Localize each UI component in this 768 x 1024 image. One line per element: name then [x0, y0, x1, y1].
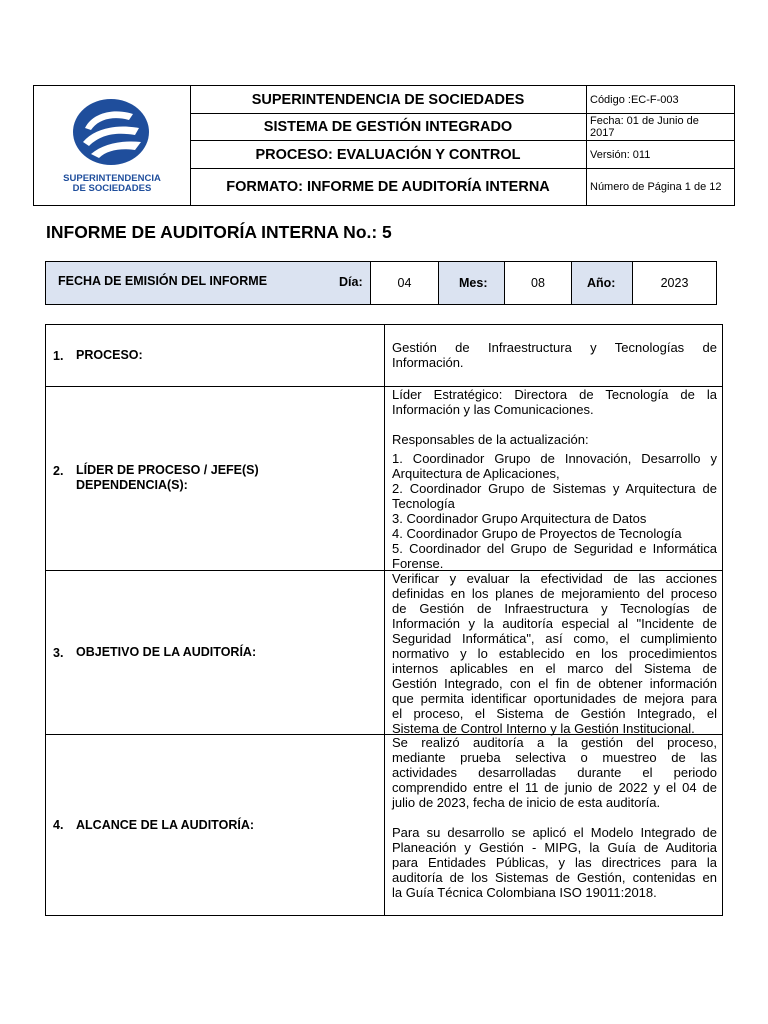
- section-label: ALCANCE DE LA AUDITORÍA:: [76, 817, 255, 832]
- header-version: Versión: 011: [586, 141, 734, 169]
- content-line: Gestión de Infraestructura y Tecnologías de: [392, 340, 717, 355]
- section-number: 2.: [53, 464, 64, 478]
- content-line: para Entidades Públicas, y las directrices para la: [392, 855, 717, 870]
- section-row-process: [46, 325, 722, 387]
- content-line: Información y la auditoría especial al "Incidente de: [392, 616, 717, 631]
- section-label: [76, 463, 259, 493]
- content-line: Información y las Comunicaciones.: [392, 402, 594, 417]
- content-line: Arquitectura de Aplicaciones,: [392, 466, 560, 481]
- header-titles: [190, 86, 587, 205]
- content-line: la Guía Técnica Colombiana ISO 19011:2018.: [392, 885, 657, 900]
- supersociedades-logo-icon: [71, 98, 151, 166]
- content-line: normativo y lo establecido en los procedimientos: [392, 646, 717, 661]
- section-label-cell: [46, 387, 385, 570]
- content-line: Responsables de la actualización:: [392, 432, 589, 447]
- header-system: SISTEMA DE GESTIÓN INTEGRADO: [190, 114, 586, 141]
- content-line: Sistema de Control Interno y la Gestión Institucional.: [392, 721, 695, 736]
- header-page: Número de Página 1 de 12: [590, 181, 722, 193]
- month-label: Mes:: [438, 262, 504, 304]
- section-label: OBJETIVO DE LA AUDITORÍA:: [76, 645, 257, 659]
- section-row-objective: [46, 571, 722, 735]
- content-line: internos aplicables en el marco del Sistema de: [392, 661, 717, 676]
- section-label-cell: [46, 571, 385, 734]
- content-line: 3. Coordinador Grupo Arquitectura de Datos: [392, 511, 647, 526]
- header-date-line2: 2017: [590, 127, 615, 139]
- content-line: que permita identificar oportunidades de mejora para: [392, 691, 717, 706]
- content-line: 5. Coordinador del Grupo de Seguridad e Informática: [392, 541, 717, 556]
- header-process: PROCESO: EVALUACIÓN Y CONTROL: [190, 141, 586, 169]
- day-label: Día:: [339, 275, 363, 289]
- section-content: [392, 340, 717, 370]
- section-number: 1.: [53, 348, 64, 363]
- section-label-cell: [46, 325, 385, 386]
- content-line: Planeación y Gestión - MIPG, la Guía de Auditoria: [392, 840, 717, 855]
- content-line: 4. Coordinador Grupo de Proyectos de Tecnología: [392, 526, 682, 541]
- section-label-line2: DEPENDENCIA(S):: [76, 478, 188, 492]
- header-code: Código :EC-F-003: [586, 86, 734, 114]
- section-label-cell: [46, 735, 385, 915]
- content-line: Información.: [392, 355, 464, 370]
- header-date: [586, 114, 734, 141]
- content-line: julio de 2023, fecha de inicio de esta auditoría.: [392, 795, 661, 810]
- header-format: FORMATO: INFORME DE AUDITORÍA INTERNA: [226, 179, 550, 195]
- emission-date-table: [45, 261, 717, 305]
- content-line: Forense.: [392, 556, 444, 571]
- section-content: [392, 387, 717, 571]
- content-line: Para su desarrollo se aplicó el Modelo Integrado de: [392, 825, 717, 840]
- header-meta: [586, 86, 734, 205]
- logo-text-line2: DE SOCIEDADES: [72, 183, 152, 194]
- section-content: [392, 735, 717, 900]
- logo-cell: [34, 86, 191, 205]
- content-line: actividades desarrolladas durante el periodo: [392, 765, 717, 780]
- section-label-line1: LÍDER DE PROCESO / JEFE(S): [76, 463, 259, 477]
- content-line: Tecnología: [392, 496, 455, 511]
- content-line: Verificar y evaluar la efectividad de las acciones: [392, 571, 717, 586]
- header-date-line1: Fecha: 01 de Junio de: [590, 115, 699, 127]
- content-line: mediante prueba selectiva o muestreo de las: [392, 750, 717, 765]
- content-line: Líder Estratégico: Directora de Tecnología de la: [392, 387, 717, 402]
- section-row-scope: [46, 735, 722, 915]
- logo-text-line1: SUPERINTENDENCIA: [63, 173, 161, 184]
- content-line: de Gestión de Infraestructura y Tecnologías de: [392, 601, 717, 616]
- content-line: Gestión Integrado, con el fin de obtener información: [392, 676, 717, 691]
- content-line: definidas en los planes de mejoramiento del proceso: [392, 586, 717, 601]
- report-title: INFORME DE AUDITORÍA INTERNA No.: 5: [46, 222, 392, 242]
- section-label: PROCESO:: [76, 348, 143, 362]
- emission-label-cell: [46, 262, 370, 304]
- content-line: Seguridad Informática", así como, el cumplimiento: [392, 631, 717, 646]
- content-line: 2. Coordinador Grupo de Sistemas y Arquitectura de: [392, 481, 717, 496]
- content-line: 1. Coordinador Grupo de Innovación, Desarrollo y: [392, 451, 717, 466]
- year-value: 2023: [632, 262, 716, 304]
- content-line: Se realizó auditoría a la gestión del proceso,: [392, 735, 717, 750]
- content-line: el proceso, el Sistema de Gestión Integrado, el: [392, 706, 717, 721]
- year-label: Año:: [571, 262, 632, 304]
- audit-info-table: [45, 324, 723, 916]
- section-content: [392, 571, 717, 736]
- month-value: 08: [504, 262, 571, 304]
- section-number: 4.: [53, 818, 64, 832]
- section-row-leader: [46, 387, 722, 571]
- document-header-table: [33, 85, 735, 206]
- section-number: 3.: [53, 645, 64, 660]
- content-line: auditoría de los Sistemas de Gestión, contenidas en: [392, 870, 717, 885]
- content-line: comprendido entre el 11 de junio de 2022 y el 04 de: [392, 780, 717, 795]
- day-value: 04: [370, 262, 438, 304]
- header-org: SUPERINTENDENCIA DE SOCIEDADES: [190, 86, 586, 114]
- emission-label: FECHA DE EMISIÓN DEL INFORME: [58, 274, 268, 288]
